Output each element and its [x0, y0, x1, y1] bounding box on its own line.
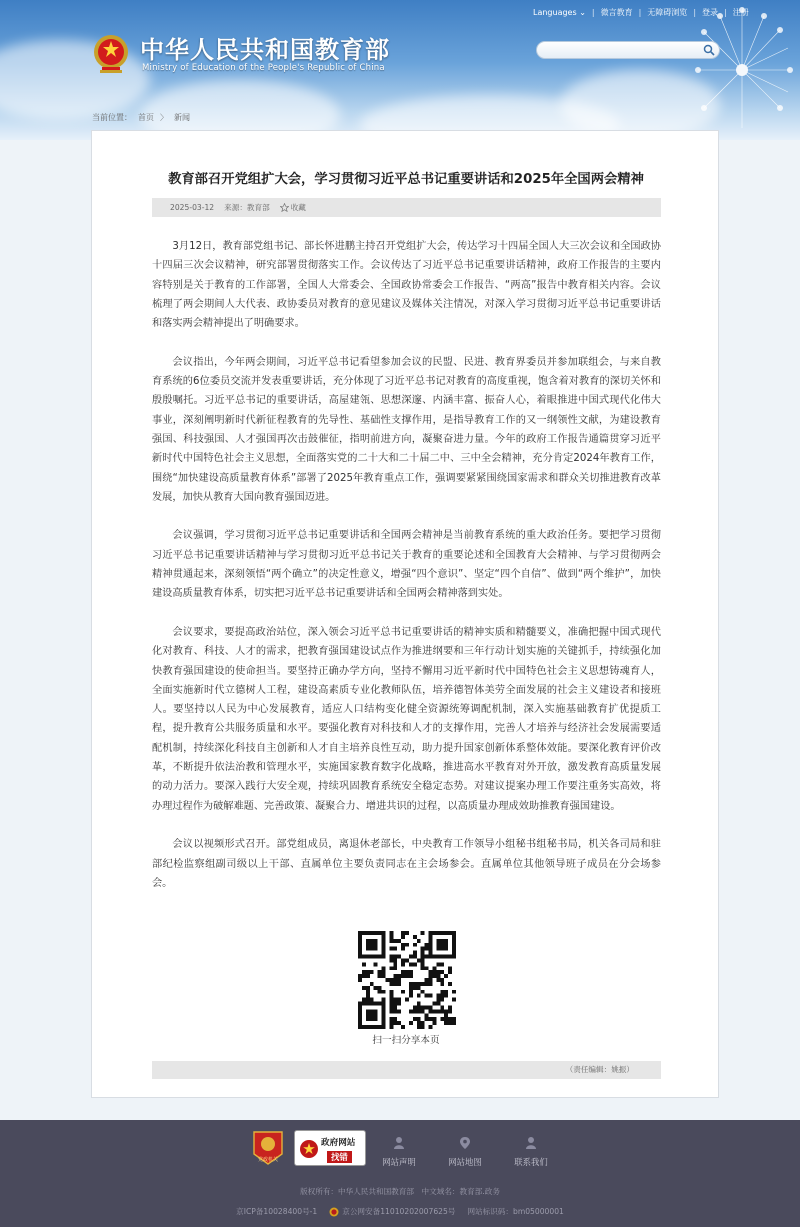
article-paragraph: 会议强调，学习贯彻习近平总书记重要讲话和全国两会精神是当前教育系统的重大政治任务。要把学习贯彻习近平总书记重要讲话精神与学习贯彻习近平总书记关于教育的重要论述和全国教育大会精神、与学习贯彻两会精神贯通起来，深刻领悟“两个确立”的决定性意义，增强“四个意识”、坚定“四个自信”、做到“两个维护”，加快建设高质量教育体系，切实把习近平总书记重要讲话和全国两会精神落到实处。 — [152, 530, 661, 600]
icp-row — [0, 1206, 800, 1217]
register-link[interactable]: 注册 — [732, 8, 749, 17]
divider: | — [724, 8, 727, 17]
article-paragraph: 会议以视频形式召开。部党组成员，离退休老部长，中央教育工作领导小组秘书组秘书局，机关各司局和驻部纪检监察组副司级以上干部、直属单位主要负责同志在主会场参会。直属单位其他领导班子成员在分会场参会。 — [152, 839, 661, 889]
police-badge-icon — [329, 1207, 339, 1217]
search-icon[interactable] — [703, 44, 715, 56]
badge2-line1: 政府网站 — [321, 1138, 356, 1148]
editor-bar: （责任编辑：姚振） — [152, 1061, 661, 1079]
article-date: 2025-03-12 — [170, 203, 215, 212]
badge2-line2: 找错 — [327, 1151, 352, 1163]
copyright-text: 版权所有：中华人民共和国教育部 中文域名：教育部.政务 — [300, 1187, 500, 1196]
article-paragraph: 3月12日，教育部党组书记、部长怀进鹏主持召开党组扩大会，传达学习十四届全国人大三次会议和全国政协十四届三次会议精神，研究部署贯彻落实工作。会议传达了习近平总书记重要讲话精神，政府工作报告的主要内容特别是关于教育的工作部署，全国人大常委会、全国政协常委会工作报告、“两高”报告中教育相关内容。会议梳理了两会期间人大代表、政协委员对教育的意见建议及媒体关注情况，对深入学习贯彻习近平总书记重要讲话和落实两会精神提出了明确要求。 — [152, 241, 661, 330]
location-pin-icon — [458, 1136, 472, 1150]
gov-site-error-badge[interactable] — [294, 1130, 366, 1166]
footer-link-contact[interactable]: 联系我们 — [498, 1130, 564, 1168]
article-card — [91, 130, 719, 1098]
search-box — [536, 41, 720, 59]
header-banner — [0, 0, 800, 140]
article-body — [152, 237, 661, 912]
site-subtitle: Ministry of Education of the People's Republic of China — [142, 63, 385, 73]
search-input[interactable] — [545, 44, 699, 58]
article-paragraph: 会议指出，今年两会期间，习近平总书记看望参加会议的民盟、民进、教育界委员并参加联组会，与来自教育系统的6位委员交流并发表重要讲话，充分体现了习近平总书记对教育的高度重视，饱含着对教育的深切关怀和殷殷嘱托。习近平总书记的重要讲话，高屋建瓴、思想深邃、内涵丰富、振奋人心，着眼推进中国式现代化伟大事业，深刻阐明新时代新征程教育的先导性、基础性支撑作用，是指导教育工作的又一纲领性文献，为建设教育强国、科技强国、人才强国再次击鼓催征，指明前进方向，凝聚奋进力量。今年的政府工作报告通篇贯穿习近平新时代中国特色社会主义思想，全面落实党的二十大和二十届二中、三中全会精神，充分肯定2024年教育工作，围绕“加快建设高质量教育体系”部署了2025年教育重点工作，强调要紧紧围绕国家需求和群众关切推进教育改革发展，加快从教育大国向教育强国迈进。 — [152, 356, 661, 503]
police-record[interactable]: 京公网安备11010202007625号 — [329, 1206, 455, 1217]
favorite-button[interactable]: 收藏 — [280, 202, 306, 213]
breadcrumb-home[interactable]: 首页 — [138, 113, 154, 122]
site-title[interactable]: 中华人民共和国教育部 — [140, 35, 390, 64]
footer-link-statement[interactable]: 网站声明 — [366, 1130, 432, 1168]
person-icon — [392, 1136, 406, 1150]
national-emblem-icon — [92, 32, 130, 76]
top-nav — [533, 7, 749, 18]
star-icon — [280, 203, 289, 212]
badge1-text: 党政机关 — [257, 1157, 279, 1163]
languages-link[interactable]: Languages ⌄ — [533, 8, 586, 17]
icp-link[interactable]: 京ICP备10028400号-1 — [236, 1207, 318, 1216]
divider: | — [638, 8, 642, 17]
article-meta-bar — [152, 198, 661, 217]
site-id: 网站标识码：bm05000001 — [467, 1207, 564, 1216]
qr-code — [358, 931, 456, 1029]
accessible-browse-link[interactable]: 无障碍浏览 — [647, 8, 688, 17]
footer — [0, 1120, 800, 1227]
dandelion-decoration — [680, 0, 800, 140]
party-government-badge[interactable] — [252, 1130, 284, 1166]
weiyan-link[interactable]: 微言教育 — [600, 8, 633, 17]
breadcrumb-separator: 〉 — [160, 113, 168, 122]
qr-caption: 扫一扫分享本页 — [372, 1035, 440, 1046]
breadcrumb-current[interactable]: 新闻 — [174, 113, 190, 122]
divider: | — [591, 8, 595, 17]
footer-links — [366, 1130, 564, 1168]
divider: | — [693, 8, 697, 17]
breadcrumb — [92, 112, 190, 123]
contact-icon — [524, 1136, 538, 1150]
login-link[interactable]: 登录 — [702, 8, 719, 17]
chevron-down-icon: ⌄ — [579, 8, 586, 17]
article-title: 教育部召开党组扩大会，学习贯彻习近平总书记重要讲话和2025年全国两会精神 — [168, 172, 644, 187]
breadcrumb-prefix: 当前位置： — [92, 113, 132, 122]
footer-link-sitemap[interactable]: 网站地图 — [432, 1130, 498, 1168]
emblem-icon — [299, 1139, 319, 1159]
article-source: 来源：教育部 — [224, 203, 270, 212]
article-paragraph: 会议要求，要提高政治站位，深入领会习近平总书记重要讲话的精神实质和精髓要义，准确把握中国式现代化对教育、科技、人才的需求，把教育强国建设试点作为推进纲要和三年行动计划实施的关键抓手，持续强化加快教育强国建设的使命担当。要坚持正确办学方向，坚持不懈用习近平新时代中国特色社会主义思想铸魂育人，全面实施新时代立德树人工程，建设高素质专业化教师队伍，培养德智体美劳全面发展的社会主义建设者和接班人。要坚持以人民为中心发展教育，适应人口结构变化健全资源统筹调配机制，深入实施基础教育扩优提质工程，提升教育公共服务质量和水平。要强化教育对科技和人才的支撑作用，完善人才培养与经济社会发展需要适配机制，持续深化科技自主创新和人才自主培养良性互动，助力提升国家创新体系整体效能。要深化教育评价改革，不断提升依法治教和管理水平，实施国家教育数字化战略，推进高水平教育对外开放，激发教育高质量发展的动力活力。要深入践行大安全观，持续巩固教育系统安全稳定态势。对建议提案办理工作要注重务实高效，将办理过程作为破解难题、完善政策、凝聚合力、增进共识的过程，以高质量办理成效助推教育强国建设。 — [152, 626, 661, 812]
